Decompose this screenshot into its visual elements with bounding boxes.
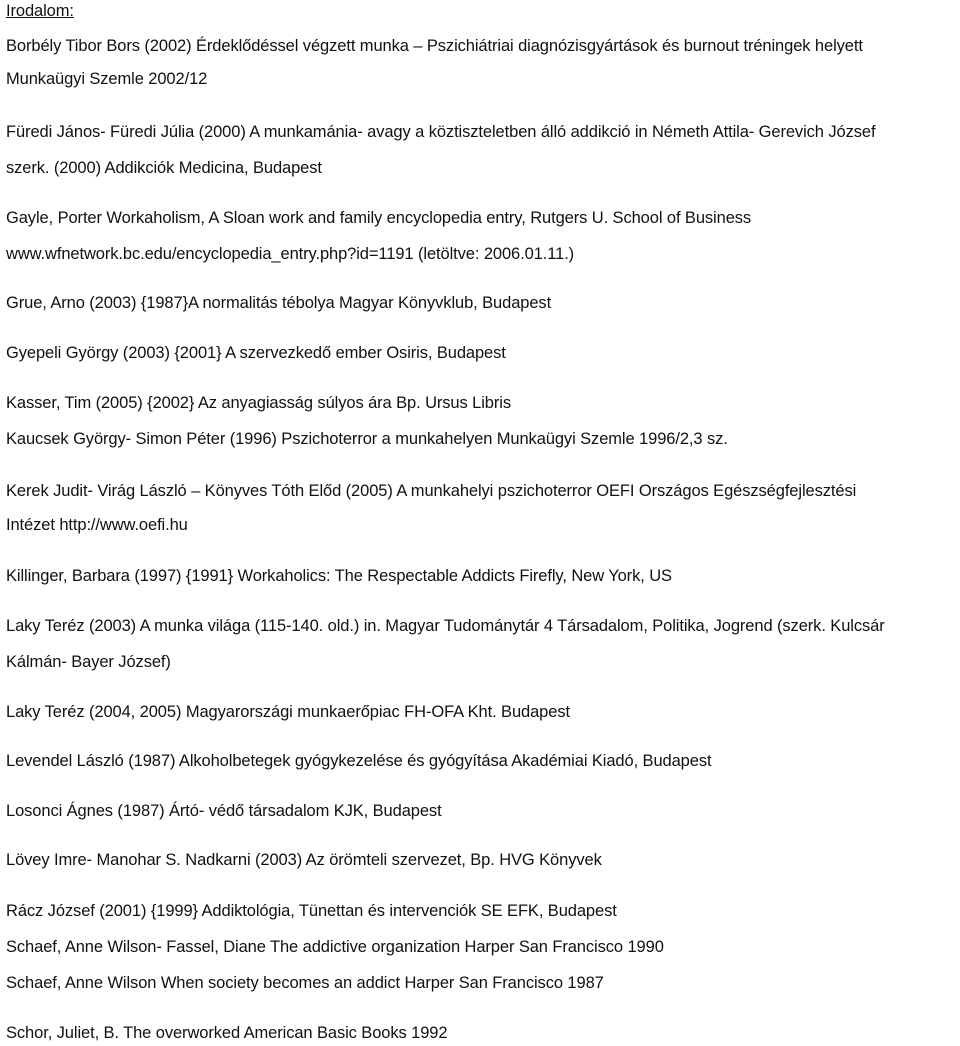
reference-line: Borbély Tibor Bors (2002) Érdeklődéssel végzett munka – Pszichiátriai diagnózisgyártások és burnout tréningek helyett [6,37,863,55]
reference-line: Schaef, Anne Wilson When society becomes an addict Harper San Francisco 1987 [6,974,604,992]
reference-line: Killinger, Barbara (1997) {1991} Workaholics: The Respectable Addicts Firefly, New York, US [6,567,672,585]
reference-line: Munkaügyi Szemle 2002/12 [6,70,208,88]
references-heading: Irodalom: [6,2,74,20]
reference-line: Laky Teréz (2003) A munka világa (115-140. old.) in. Magyar Tudománytár 4 Társadalom, Politika, Jogrend (szerk. Kulcsár [6,617,885,635]
reference-line: Schor, Juliet, B. The overworked American Basic Books 1992 [6,1024,448,1042]
reference-line: Gyepeli György (2003) {2001} A szervezkedő ember Osiris, Budapest [6,344,506,362]
reference-line: Kaucsek György- Simon Péter (1996) Pszichoterror a munkahelyen Munkaügyi Szemle 1996/2,3 sz. [6,430,728,448]
reference-line: Rácz József (2001) {1999} Addiktológia, Tünettan és intervenciók SE EFK, Budapest [6,902,617,920]
reference-line: Laky Teréz (2004, 2005) Magyarországi munkaerőpiac FH-OFA Kht. Budapest [6,703,570,721]
reference-line: Füredi János- Füredi Júlia (2000) A munkamánia- avagy a köztiszteletben álló addikció in Németh Attila- Gerevich József [6,123,876,141]
reference-line: Grue, Arno (2003) {1987}A normalitás tébolya Magyar Könyvklub, Budapest [6,294,552,312]
reference-line: Kerek Judit- Virág László – Könyves Tóth Előd (2005) A munkahelyi pszichoterror OEFI Országos Egészségfejlesztési [6,482,857,500]
reference-line: Schaef, Anne Wilson- Fassel, Diane The addictive organization Harper San Francisco 1990 [6,938,664,956]
reference-line: Losonci Ágnes (1987) Ártó- védő társadalom KJK, Budapest [6,802,442,820]
reference-line: szerk. (2000) Addikciók Medicina, Budapest [6,159,322,177]
reference-line: Kasser, Tim (2005) {2002} Az anyagiasság súlyos ára Bp. Ursus Libris [6,394,511,412]
reference-line: Kálmán- Bayer József) [6,653,171,671]
reference-line: Gayle, Porter Workaholism, A Sloan work and family encyclopedia entry, Rutgers U. School of Business [6,209,752,227]
reference-line: Levendel László (1987) Alkoholbetegek gyógykezelése és gyógyítása Akadémiai Kiadó, Budapest [6,752,712,770]
reference-line: Intézet http://www.oefi.hu [6,516,188,534]
reference-line: www.wfnetwork.bc.edu/encyclopedia_entry.php?id=1191 (letöltve: 2006.01.11.) [6,245,575,263]
reference-line: Lövey Imre- Manohar S. Nadkarni (2003) Az örömteli szervezet, Bp. HVG Könyvek [6,851,602,869]
